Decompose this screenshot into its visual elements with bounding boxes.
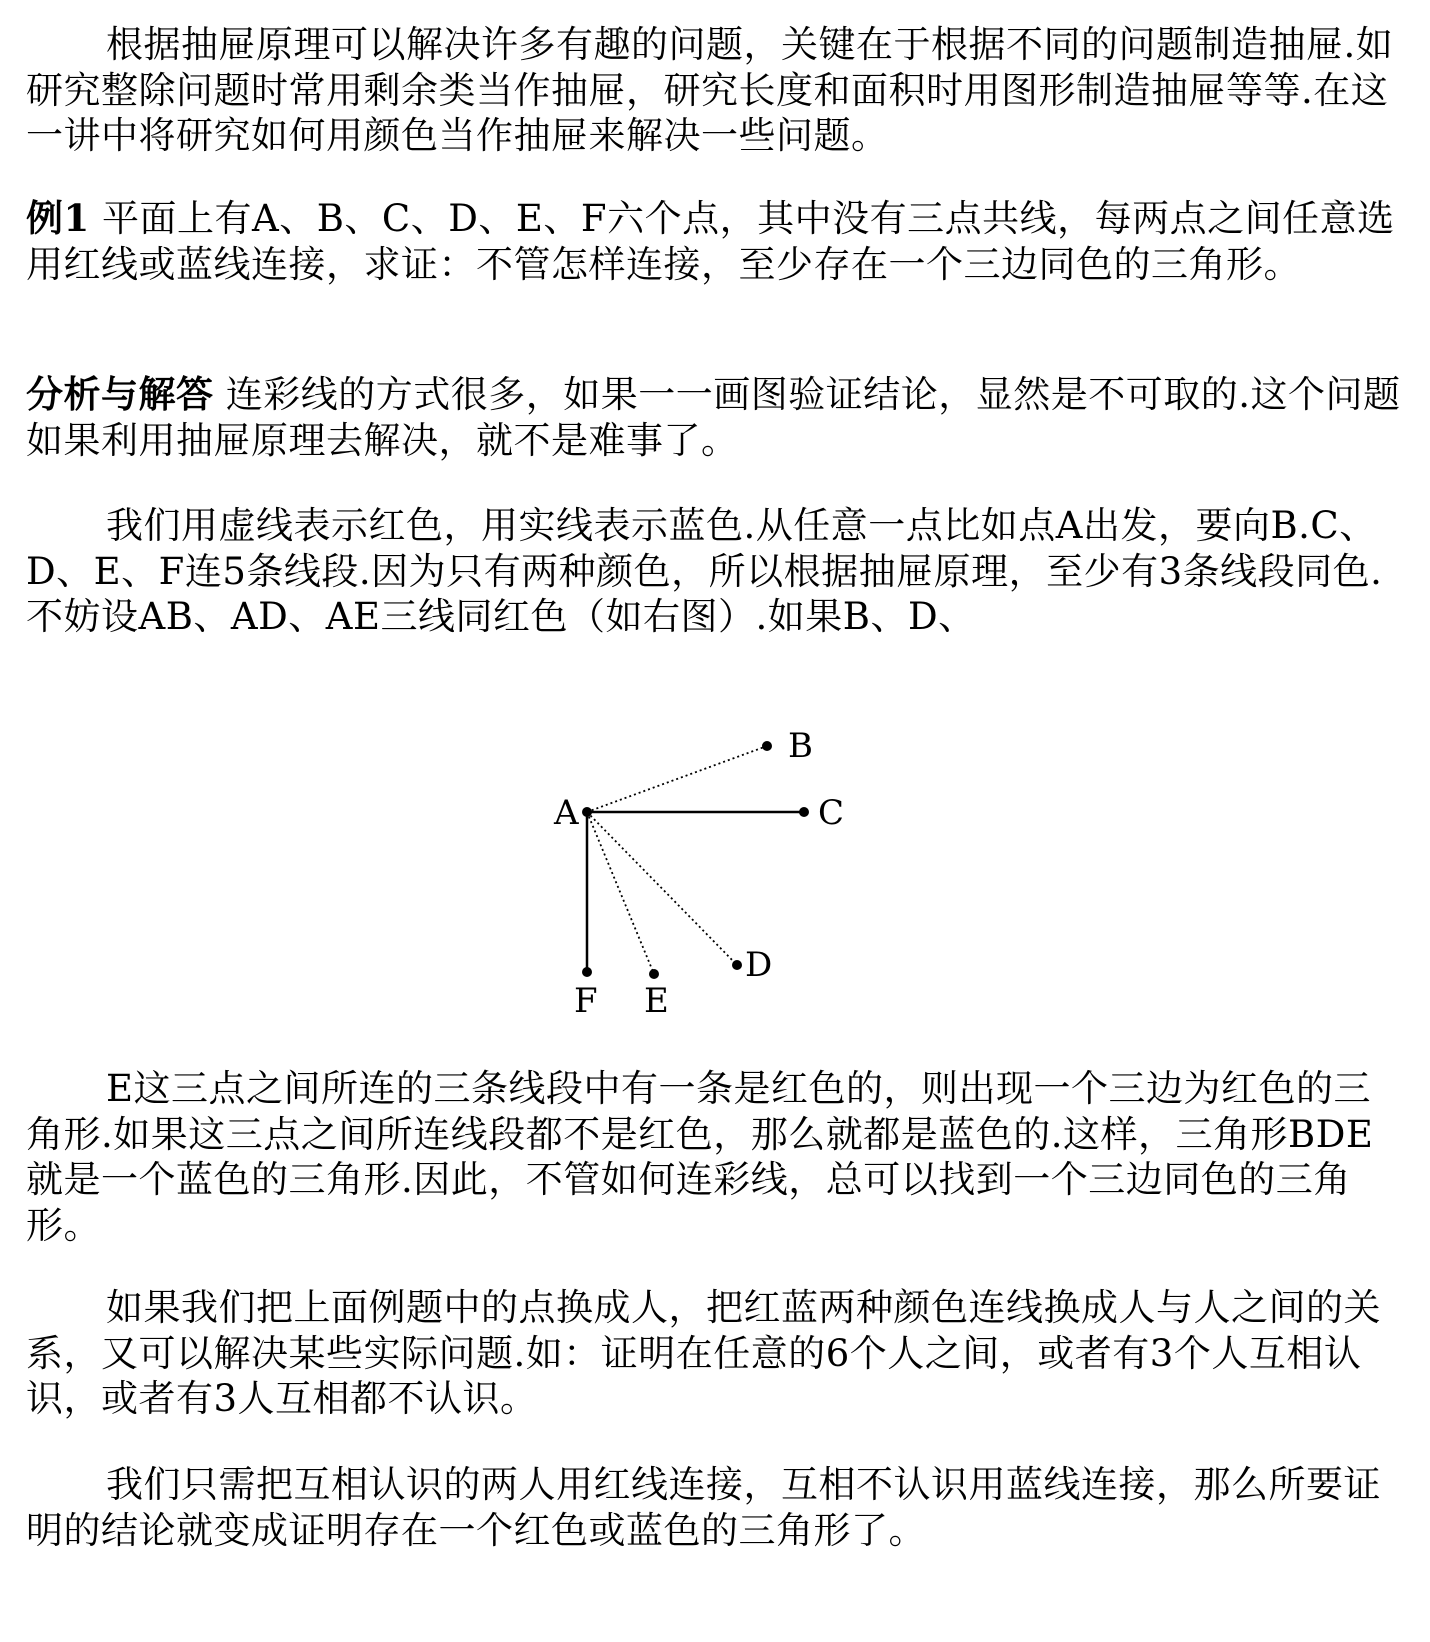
analysis-text: 连彩线的方式很多，如果一一画图验证结论，显然是不可取的.这个问题如果利用抽屉原理去解决，就不是难事了。	[26, 373, 1401, 462]
example-1-label: 例1	[26, 196, 90, 240]
point-c	[799, 807, 809, 817]
label-f: F	[574, 981, 598, 1021]
point-f	[582, 967, 592, 977]
intro-paragraph: 根据抽屉原理可以解决许多有趣的问题，关键在于根据不同的问题制造抽屉.如研究整除问题时常用剩余类当作抽屉，研究长度和面积时用图形制造抽屉等等.在这一讲中将研究如何用颜色当作抽屉来解决一些问题。	[26, 23, 1394, 157]
label-a: A	[554, 793, 579, 833]
edge-a-e	[587, 812, 654, 974]
example-1-paragraph	[26, 196, 1406, 287]
point-b	[762, 741, 772, 751]
analysis-label: 分析与解答	[26, 372, 214, 416]
label-e: E	[644, 981, 669, 1021]
label-c: C	[818, 793, 845, 833]
point-d	[732, 960, 742, 970]
label-d: D	[745, 945, 773, 985]
people-paragraph: 如果我们把上面例题中的点换成人，把红蓝两种颜色连线换成人与人之间的关系，又可以解决某些实际问题.如：证明在任意的6个人之间，或者有3个人互相认识，或者有3人互相都不认识。	[26, 1286, 1381, 1420]
analysis-paragraph	[26, 372, 1406, 463]
coloring-paragraph: 我们用虚线表示红色，用实线表示蓝色.从任意一点比如点A出发，要向B.C、D、E、F连5条线段.因为只有两种颜色，所以根据抽屉原理，至少有3条线段同色.不妨设AB、AD、AE三线同红色（如右图）.如果B、D、	[26, 504, 1383, 638]
point-e	[649, 969, 659, 979]
graph-figure	[550, 726, 890, 1068]
point-a	[582, 807, 592, 817]
blue-triangle-paragraph: E这三点之间所连的三条线段中有一条是红色的，则出现一个三边为红色的三角形.如果这三点之间所连线段都不是红色，那么就都是蓝色的.这样，三角形BDE就是一个蓝色的三角形.因此，不管如何连彩线，总可以找到一个三边同色的三角形。	[26, 1067, 1374, 1247]
label-b: B	[788, 726, 813, 766]
conclusion-paragraph: 我们只需把互相认识的两人用红线连接，互相不认识用蓝线连接，那么所要证明的结论就变成证明存在一个红色或蓝色的三角形了。	[26, 1463, 1381, 1552]
edge-a-b	[587, 746, 767, 812]
example-1-text: 平面上有A、B、C、D、E、F六个点，其中没有三点共线，每两点之间任意选用红线或蓝线连接，求证：不管怎样连接，至少存在一个三边同色的三角形。	[26, 197, 1395, 286]
edge-a-d	[587, 812, 737, 965]
